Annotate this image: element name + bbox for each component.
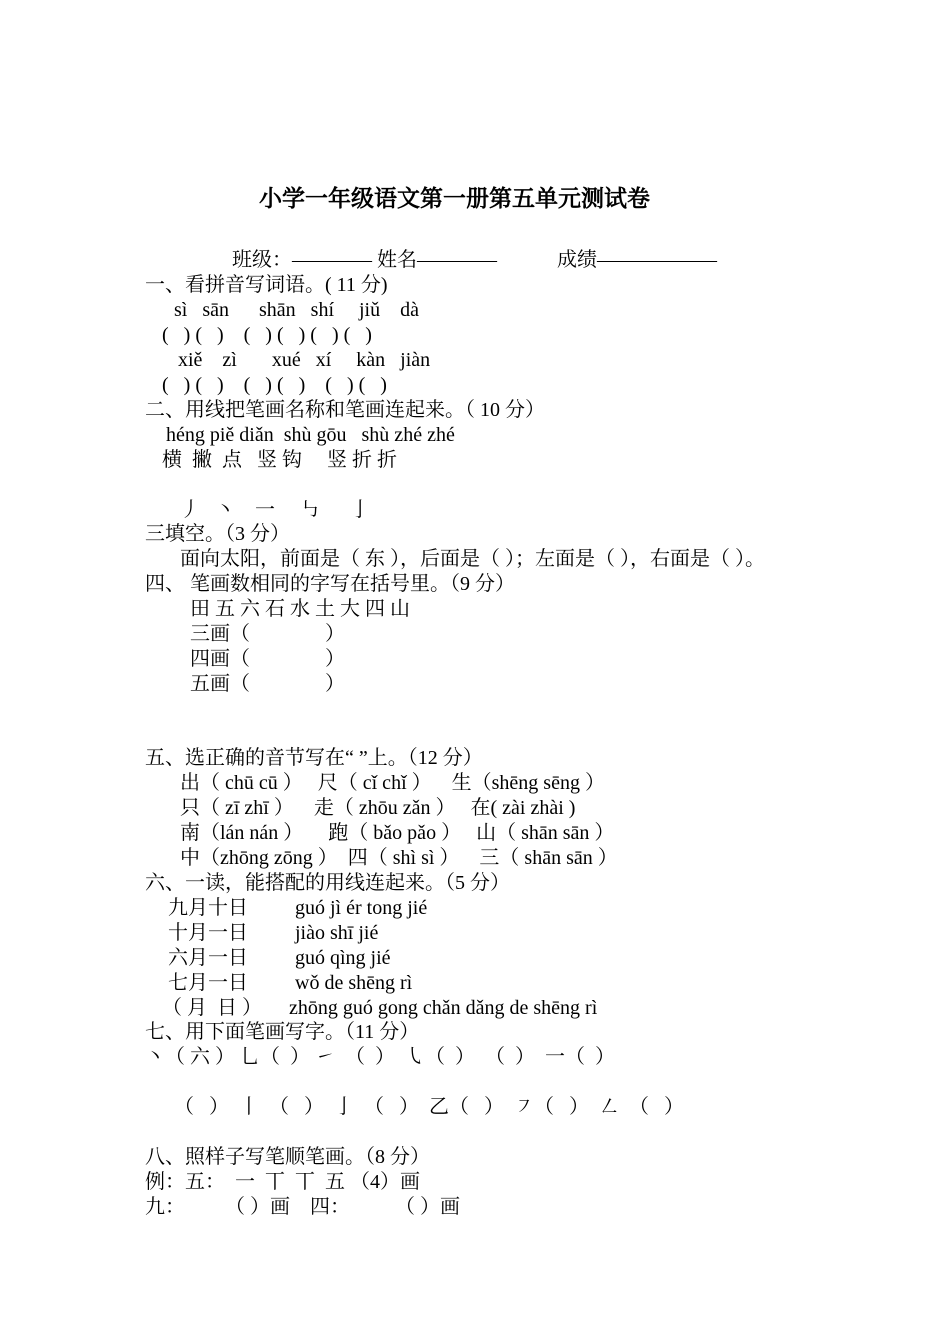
section-2-stroke-names: 横 撇 点 竖 钩 竖 折 折 xyxy=(162,449,397,471)
section-6-festival: wǒ de shēng rì xyxy=(295,972,413,994)
section-5-row: 中（zhōng zōng ） 四（ shì sì ） 三（ shān sān ） xyxy=(180,847,618,869)
section-6-festival: guó jì ér tong jié xyxy=(295,897,428,919)
section-4-five-strokes: 五画（ ） xyxy=(190,673,345,695)
section-6-heading: 六、一读，能搭配的用线连起来。（5 分） xyxy=(145,872,510,894)
section-8-task: 九： （ ）画 四： （ ）画 xyxy=(145,1196,460,1218)
section-1-pinyin-row-1: sì sān shān shí jiǔ dà xyxy=(174,299,419,321)
section-7-row-1: 丶（ 六 ） ⺃（ ） ㇀ （ ） ㇂（ ） （ ） 一（ ） xyxy=(145,1046,615,1068)
section-5-row: 出（ chū cū ） 尺（ cǐ chǐ ） 生（shēng sēng ） xyxy=(180,772,605,794)
section-6-date: （ 月 日 ） xyxy=(162,997,262,1019)
section-4-heading: 四、 笔画数相同的字写在括号里。（9 分） xyxy=(145,573,515,595)
section-2-stroke-shapes: 丿 丶 一 ㇉ 亅 xyxy=(180,499,370,521)
section-8-heading: 八、照样子写笔顺笔画。（8 分） xyxy=(145,1146,430,1168)
section-1-blanks-row-2: ( ) ( ) ( ) ( ) ( ) ( ) xyxy=(162,374,387,396)
section-2-heading: 二、用线把笔画名称和笔画连起来。（ 10 分） xyxy=(145,399,545,421)
section-5-row: 南（lán nán ） 跑（ bǎo pǎo ） 山（ shān sān ） xyxy=(180,822,615,844)
section-6-festival: guó qìng jié xyxy=(295,947,391,969)
section-1-heading: 一、看拼音写词语。( 11 分) xyxy=(145,274,388,296)
section-6-date: 九月十日 xyxy=(168,897,248,919)
student-info-line: 班级：———— 姓名———— 成绩—————— xyxy=(232,249,717,271)
section-1-blanks-row-1: ( ) ( ) ( ) ( ) ( ) ( ) xyxy=(162,324,372,346)
section-3-fill-blank: 面向太阳，前面是（ 东 ），后面是（ ）；左面是（ ），右面是（ ）。 xyxy=(180,548,765,570)
section-8-example: 例：五： 一 丅 丅 五 （4）画 xyxy=(145,1171,420,1193)
section-4-character-list: 田 五 六 石 水 土 大 四 山 xyxy=(190,598,410,620)
section-1-pinyin-row-2: xiě zì xué xí kàn jiàn xyxy=(178,349,431,371)
section-5-row: 只（ zī zhī ） 走（ zhōu zǎn ） 在( zài zhài ) xyxy=(180,797,576,819)
section-6-festival: zhōng guó gong chǎn dǎng de shēng rì xyxy=(289,997,598,1019)
section-4-four-strokes: 四画（ ） xyxy=(190,648,345,670)
section-2-stroke-pinyin: héng piě diǎn shù gōu shù zhé zhé xyxy=(166,424,455,446)
section-7-heading: 七、用下面笔画写字。（11 分） xyxy=(145,1021,420,1043)
section-6-date: 十月一日 xyxy=(168,922,248,944)
section-6-festival: jiào shī jié xyxy=(295,922,379,944)
section-7-row-2: （ ） 丨 （ ） 亅 （ ） 乙（ ） ㇇（ ） ㇜ （ ） xyxy=(174,1096,684,1118)
section-6-date: 六月一日 xyxy=(168,947,248,969)
section-4-three-strokes: 三画（ ） xyxy=(190,623,345,645)
section-3-heading: 三填空。（3 分） xyxy=(145,523,290,545)
section-5-heading: 五、选正确的音节写在“ ”上。（12 分） xyxy=(145,747,483,769)
page-title: 小学一年级语文第一册第五单元测试卷 xyxy=(259,186,650,211)
section-6-date: 七月一日 xyxy=(168,972,248,994)
